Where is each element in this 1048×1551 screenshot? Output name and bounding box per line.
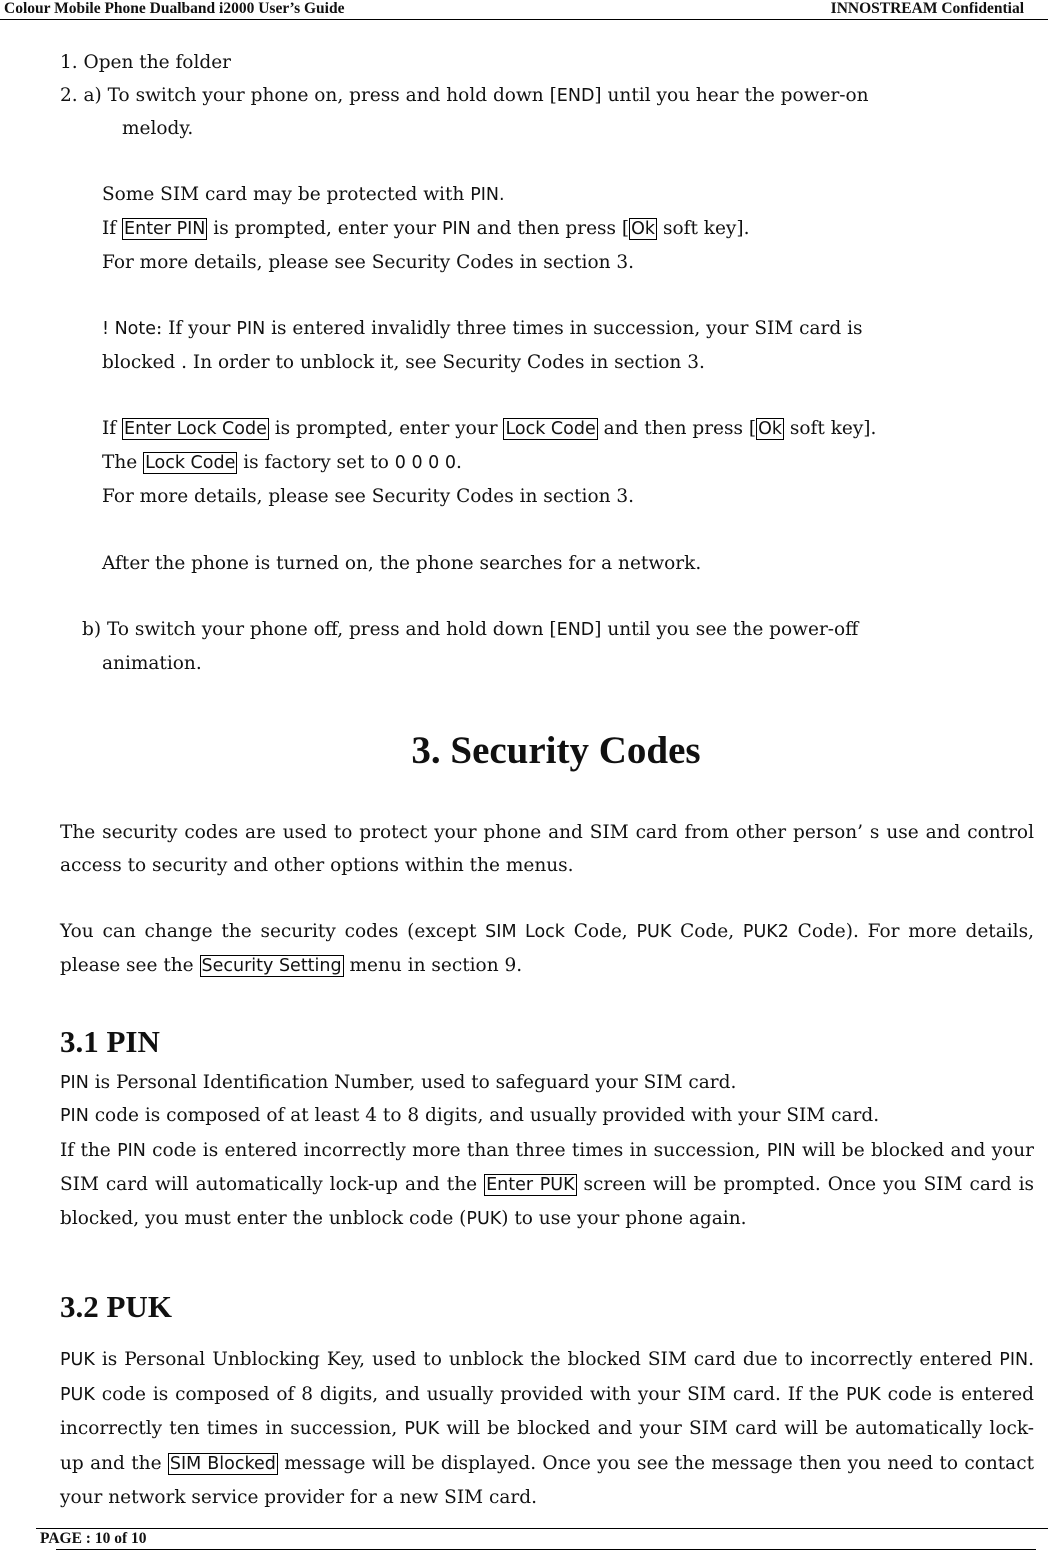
- note-line-cont: blocked . In order to unblock it, see Security Codes in section 3.: [102, 352, 705, 373]
- ok-softkey-label-2: Ok: [758, 419, 783, 439]
- header-document-title: Colour Mobile Phone Dualband i2000 User’s Guide: [4, 0, 345, 17]
- header-confidential: INNOSTREAM Confidential: [830, 0, 1024, 17]
- more-details-line-2: For more details, please see Security Codes in section 3.: [102, 486, 635, 507]
- step-open-folder: 1. Open the folder: [60, 52, 231, 73]
- note-line: ! Note: If your PIN is entered invalidly three times in succession, your SIM card is: [102, 318, 863, 339]
- ok-softkey-label: Ok: [631, 219, 656, 239]
- sim-protected-line: Some SIM card may be protected with PIN.: [102, 184, 505, 205]
- pin-blocked-paragraph: If the PIN code is entered incorrectly more than three times in succession, PIN will be blocked and your SIM card will automatically lock-up and the Enter PUK screen will be prompted. Once you SIM card is blocked, you must enter the unblock code (PUK) to use your phone again.: [60, 1140, 1035, 1229]
- note-label: ! Note: [102, 319, 157, 339]
- footer-rule-top: [36, 1528, 1048, 1529]
- more-details-line: For more details, please see Security Codes in section 3.: [102, 252, 635, 273]
- step-switch-off-cont: animation.: [102, 653, 202, 674]
- lock-code-factory-line: The Lock Code is factory set to 0 0 0 0.: [102, 452, 462, 473]
- puk-heading: 3.2 PUK: [60, 1289, 172, 1324]
- enter-lock-code-line: If Enter Lock Code is prompted, enter your Lock Code and then press [ Ok soft key].: [102, 418, 877, 439]
- network-search-line: After the phone is turned on, the phone searches for a network.: [102, 553, 702, 574]
- enter-pin-screen-label: Enter PIN: [124, 219, 206, 239]
- intro-paragraph: The security codes are used to protect your phone and SIM card from other person’ s use and control access to security and other options within the menus.: [60, 822, 1034, 876]
- pin-heading: 3.1 PIN: [60, 1024, 160, 1059]
- key-end-2: END: [556, 620, 595, 640]
- enter-pin-line: If Enter PIN is prompted, enter your PIN and then press [ Ok soft key].: [102, 218, 750, 239]
- security-setting-menu-label: Security Setting: [201, 956, 342, 976]
- pin-definition: PIN is Personal Identification Number, used to safeguard your SIM card.: [60, 1072, 737, 1093]
- enter-lock-code-screen-label: Enter Lock Code: [124, 419, 267, 439]
- page-number: PAGE : 10 of 10: [40, 1530, 147, 1547]
- sim-blocked-message-label: SIM Blocked: [169, 1453, 276, 1474]
- lock-code-label-2: Lock Code: [145, 453, 236, 473]
- step-switch-off: b) To switch your phone off, press and hold down [END] until you see the power-off: [82, 619, 859, 640]
- page-header: [0, 0, 1048, 20]
- pin-digits: PIN code is composed of at least 4 to 8 digits, and usually provided with your SIM card.: [60, 1105, 880, 1126]
- section-title: 3. Security Codes: [411, 729, 701, 772]
- enter-puk-screen-label: Enter PUK: [486, 1175, 575, 1195]
- step-switch-on: 2. a) To switch your phone on, press and hold down [END] until you hear the power-on: [60, 85, 869, 106]
- change-codes-paragraph: You can change the security codes (except SIM Lock Code, PUK Code, PUK2 Code). For more details, please see the Security Setting menu in section 9.: [60, 921, 1034, 976]
- factory-code: 0 0 0 0: [394, 453, 456, 473]
- key-end: END: [556, 86, 595, 106]
- puk-paragraph: PUK is Personal Unblocking Key, used to unblock the blocked SIM card due to incorrectly entered PIN. PUK code is composed of 8 digits, and usually provided with your SIM card. If the PUK code is entered incorrectly ten times in succession, PUK will be blocked and your SIM card will be automatically lock-up and the SIM Blocked message will be displayed. Once you see the message then you need to contact your network service provider for a new SIM card.: [60, 1349, 1035, 1508]
- footer-rule-bottom: [56, 1549, 1036, 1550]
- lock-code-label: Lock Code: [505, 419, 596, 439]
- step-switch-on-cont: melody.: [122, 118, 194, 139]
